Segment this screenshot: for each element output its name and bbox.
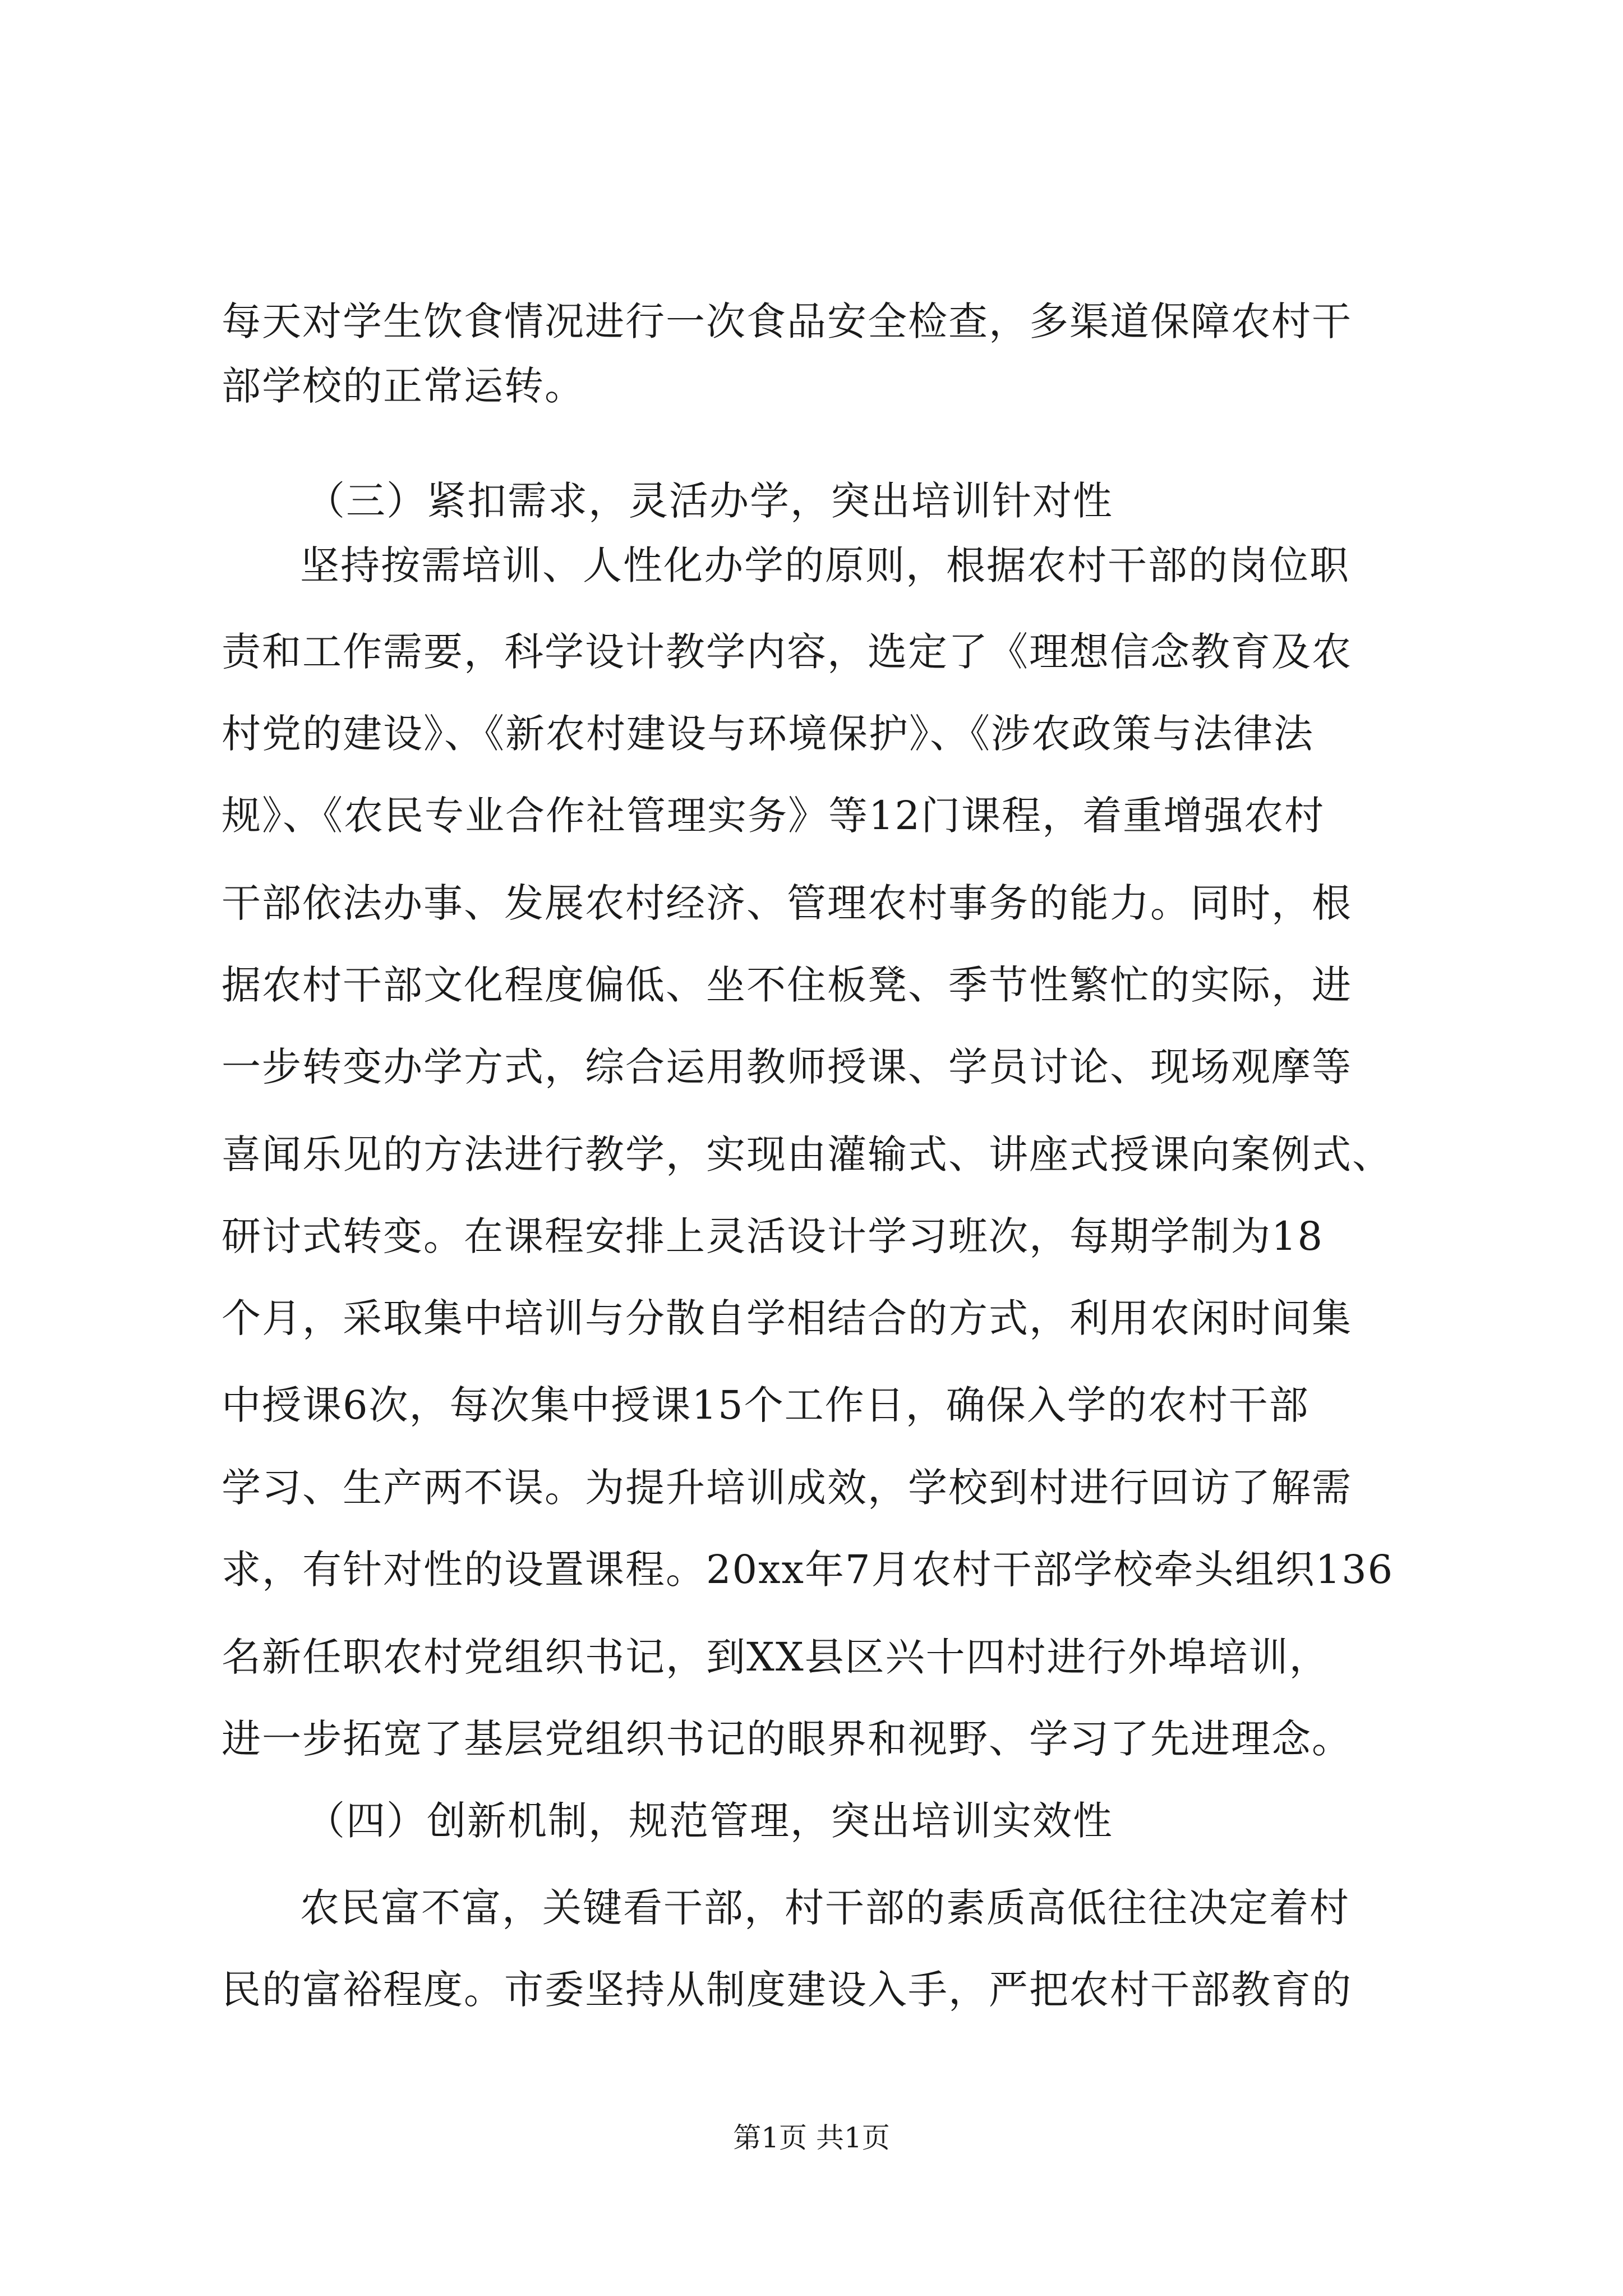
body-line: 村党的建设》、《新农村建设与环境保护》、《涉农政策与法律法 <box>222 711 1314 757</box>
body-line: 农民富不富，关键看干部，村干部的素质高低往往决定着村 <box>300 1885 1350 1931</box>
body-line: 进一步拓宽了基层党组织书记的眼界和视野、学习了先进理念。 <box>222 1716 1352 1762</box>
body-line: 个月，采取集中培训与分散自学相结合的方式，利用农闲时间集 <box>222 1295 1352 1341</box>
body-line: 干部依法办事、发展农村经济、管理农村事务的能力。同时，根 <box>222 880 1352 926</box>
body-line: 研讨式转变。在课程安排上灵活设计学习班次，每期学制为18 <box>222 1213 1324 1259</box>
body-line: 据农村干部文化程度偏低、坐不住板凳、季节性繁忙的实际，进 <box>222 962 1352 1008</box>
section-heading: （三）紧扣需求，灵活办学，突出培训针对性 <box>306 478 1113 524</box>
body-line: 部学校的正常运转。 <box>222 363 585 409</box>
body-line: 名新任职农村党组织书记，到XX县区兴十四村进行外埠培训， <box>222 1634 1330 1680</box>
section-heading: （四）创新机制，规范管理，突出培训实效性 <box>306 1798 1113 1844</box>
body-line: 责和工作需要，科学设计教学内容，选定了《理想信念教育及农 <box>222 629 1352 675</box>
body-line: 民的富裕程度。市委坚持从制度建设入手，严把农村干部教育的 <box>222 1967 1352 2013</box>
body-line: 坚持按需培训、人性化办学的原则，根据农村干部的岗位职 <box>300 542 1350 588</box>
body-line: 规》、《农民专业合作社管理实务》等12门课程，着重增强农村 <box>222 793 1325 839</box>
body-line: 喜闻乐见的方法进行教学，实现由灌输式、讲座式授课向案例式、 <box>222 1131 1393 1177</box>
body-line: 一步转变办学方式，综合运用教师授课、学员讨论、现场观摩等 <box>222 1044 1352 1090</box>
body-line: 学习、生产两不误。为提升培训成效，学校到村进行回访了解需 <box>222 1465 1352 1511</box>
body-line: 中授课6次，每次集中授课15个工作日，确保入学的农村干部 <box>222 1382 1310 1428</box>
page-footer: 第1页 共1页 <box>733 2122 890 2154</box>
body-line: 每天对学生饮食情况进行一次食品安全检查，多渠道保障农村干 <box>222 298 1352 344</box>
body-line: 求，有针对性的设置课程。20xx年7月农村干部学校牵头组织136 <box>222 1547 1394 1593</box>
